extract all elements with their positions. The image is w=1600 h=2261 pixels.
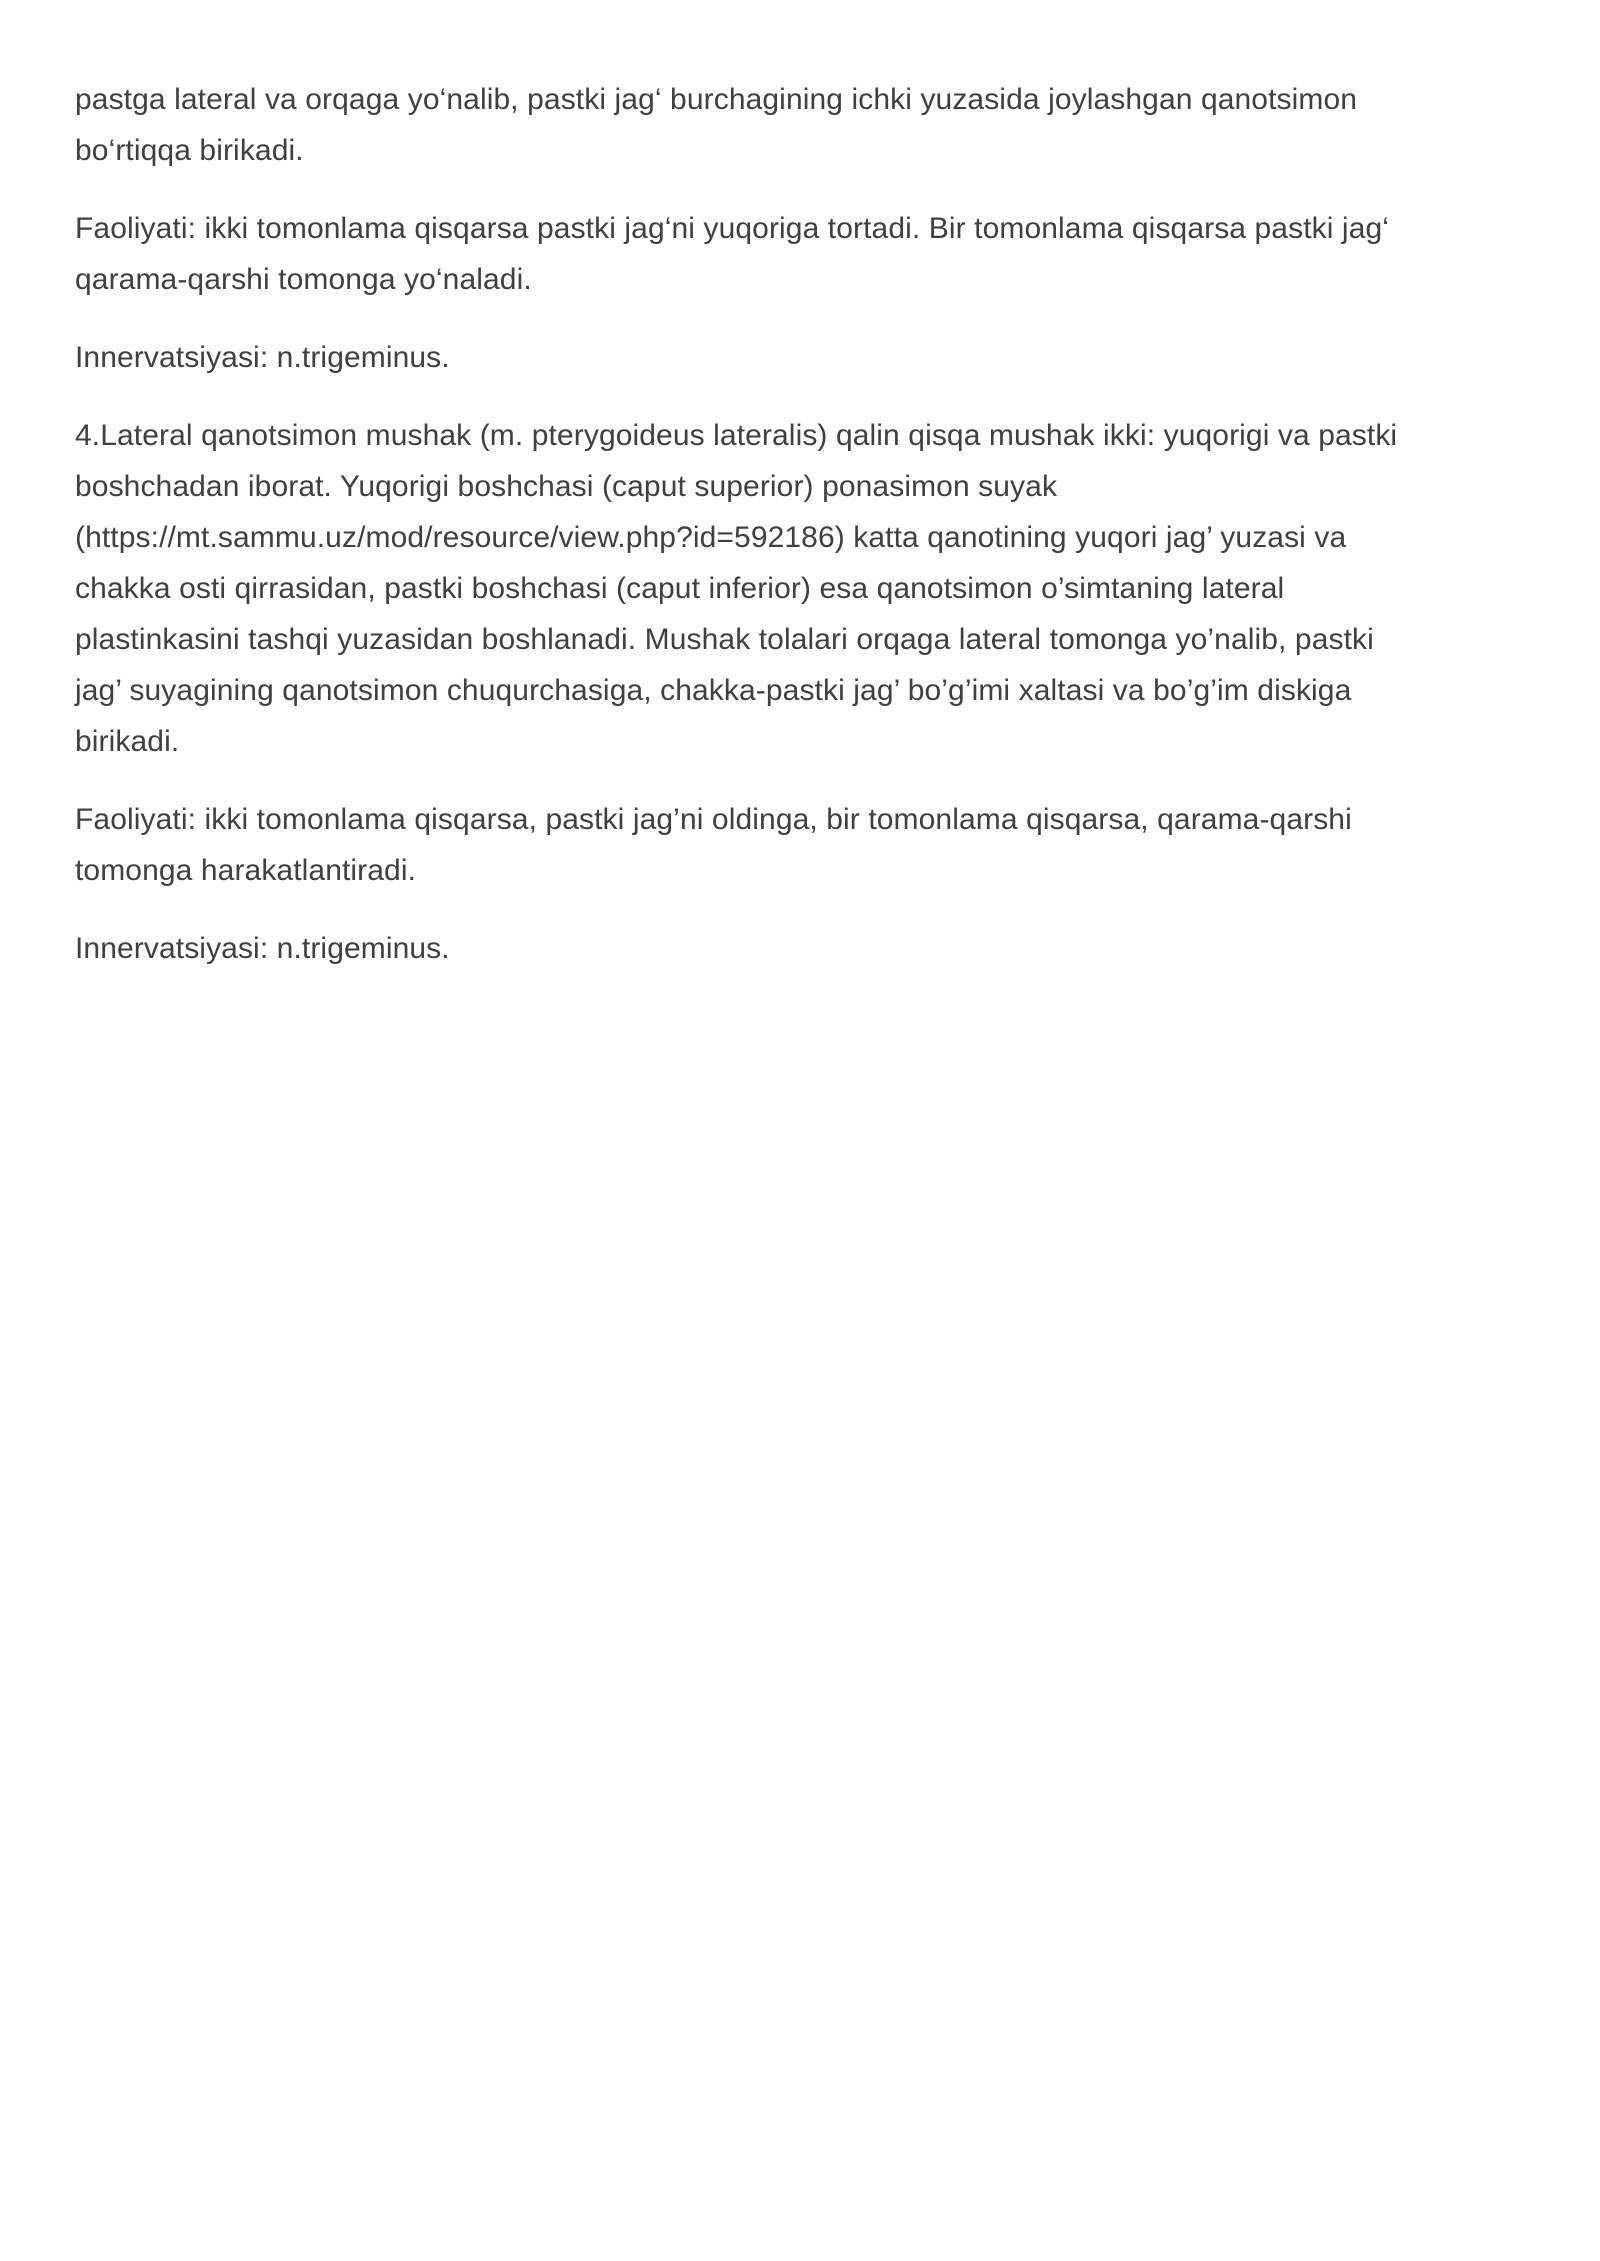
text-line: bo‘rtiqqa birikadi. bbox=[75, 134, 304, 167]
text-line: chakka osti qirrasidan, pastki boshchasi (caput inferior) esa qanotsimon o’simtaning lateral bbox=[75, 572, 1285, 605]
paragraph-innervation-lateral bbox=[75, 923, 1545, 974]
text-line: 4.Lateral qanotsimon mushak (m. pterygoideus lateralis) qalin qisqa mushak ikki: yuqorigi va pastki bbox=[75, 419, 1398, 452]
paragraph-insertion bbox=[75, 74, 1545, 176]
text-line: Faoliyati: ikki tomonlama qisqarsa, pastki jag’ni oldinga, bir tomonlama qisqarsa, qarama-qarshi bbox=[75, 803, 1352, 836]
text-line: birikadi. bbox=[75, 725, 180, 758]
text-line: (https://mt.sammu.uz/mod/resource/view.php?id=592186) katta qanotining yuqori jag’ yuzasi va bbox=[75, 521, 1347, 554]
text-line: jag’ suyagining qanotsimon chuqurchasiga, chakka-pastki jag’ bo’g’imi xaltasi va bo’g’im diskiga bbox=[75, 674, 1352, 707]
text-line: pastga lateral va orqaga yo‘nalib, pastki jag‘ burchagining ichki yuzasida joylashgan qanotsimon bbox=[75, 83, 1358, 116]
paragraph-innervation bbox=[75, 332, 1545, 383]
paragraph-function bbox=[75, 203, 1545, 305]
text-line: Innervatsiyasi: n.trigeminus. bbox=[75, 932, 450, 965]
text-line: tomonga harakatlantiradi. bbox=[75, 854, 417, 887]
text-line: plastinkasini tashqi yuzasidan boshlanadi. Mushak tolalari orqaga lateral tomonga yo’nalib, pastki bbox=[75, 623, 1374, 656]
text-line: Faoliyati: ikki tomonlama qisqarsa pastki jag‘ni yuqoriga tortadi. Bir tomonlama qisqarsa pastki jag‘ bbox=[75, 212, 1390, 245]
paragraph-lateral-pterygoid bbox=[75, 410, 1545, 767]
document-body bbox=[75, 74, 1545, 1001]
text-line: boshchadan iborat. Yuqorigi boshchasi (caput superior) ponasimon suyak bbox=[75, 470, 1058, 503]
text-line: Innervatsiyasi: n.trigeminus. bbox=[75, 341, 450, 374]
text-line: qarama-qarshi tomonga yo‘naladi. bbox=[75, 263, 532, 296]
paragraph-function-lateral bbox=[75, 794, 1545, 896]
